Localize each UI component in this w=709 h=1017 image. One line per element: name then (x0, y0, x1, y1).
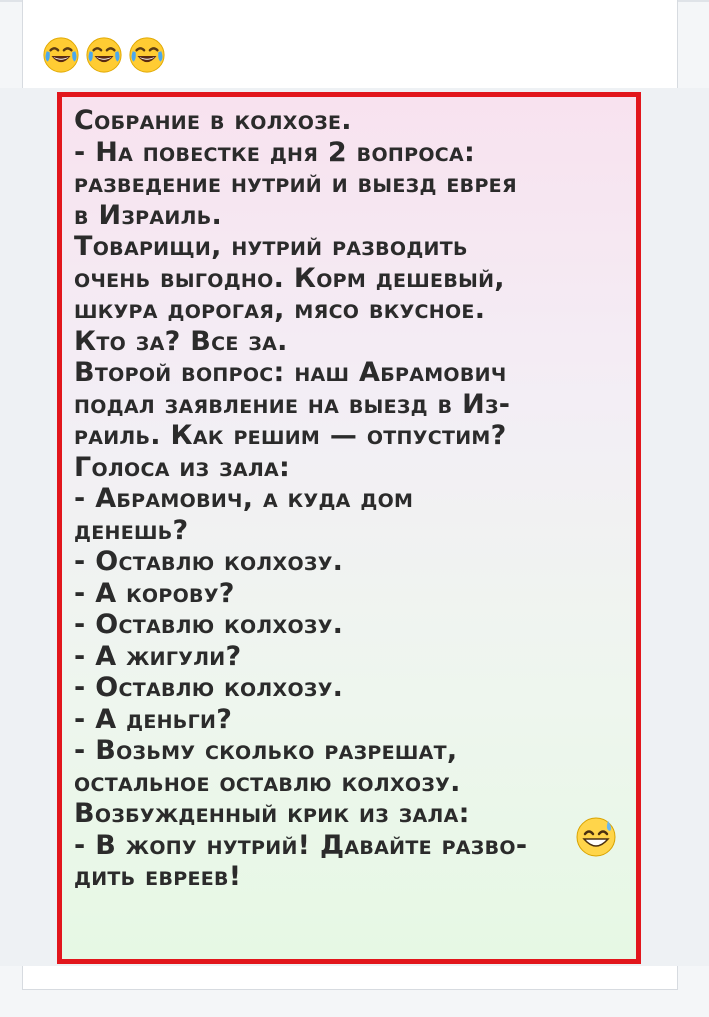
meme-line: в Израиль. (74, 199, 223, 231)
meme-line: - А жигули? (74, 640, 242, 672)
meme-line: дить евреев! (74, 861, 242, 892)
meme-line: остальное оставлю колхозу. (74, 766, 461, 798)
meme-line: - Возьму сколько разрешат, (74, 735, 458, 766)
post-caption (42, 36, 166, 74)
face-with-tears-of-joy-icon (42, 36, 80, 74)
meme-line: подал заявление на выезд в Из- (74, 388, 511, 420)
meme-line: очень выгодно. Корм дешевый, (74, 262, 505, 294)
meme-line: - Оставлю колхозу. (74, 609, 344, 640)
meme-line: Голоса из зала: (74, 451, 291, 483)
meme-line: Кто за? Все за. (74, 325, 288, 357)
meme-line: денешь? (74, 514, 189, 546)
meme-line: - Оставлю колхозу. (74, 672, 344, 703)
meme-line: раиль. Как решим — отпустим? (74, 420, 507, 451)
face-with-tears-of-joy-icon (128, 36, 166, 74)
meme-line: - А деньги? (74, 703, 233, 735)
meme-line: - Абрамович, а куда дом (74, 483, 414, 514)
meme-line: - А корову? (74, 577, 235, 609)
meme-line: Возбужденный крик из зала: (74, 798, 470, 829)
meme-line: - Оставлю колхозу. (74, 546, 344, 577)
meme-line: Товарищи, нутрий разводить (74, 231, 468, 262)
meme-line: - На повестке дня 2 вопроса: (74, 136, 476, 168)
meme-text (74, 105, 630, 893)
meme-line: Второй вопрос: наш Абрамович (74, 357, 507, 388)
face-with-tears-of-joy-icon (85, 36, 123, 74)
grinning-face-with-sweat-icon (574, 815, 618, 859)
meme-line: - В жопу нутрий! Давайте разво- (74, 829, 528, 861)
meme-line: разведение нутрий и выезд еврея (74, 168, 517, 199)
meme-line: Собрание в колхозе. (74, 105, 352, 136)
meme-line: шкура дорогая, мясо вкусное. (74, 294, 486, 325)
meme-image[interactable] (57, 92, 641, 964)
